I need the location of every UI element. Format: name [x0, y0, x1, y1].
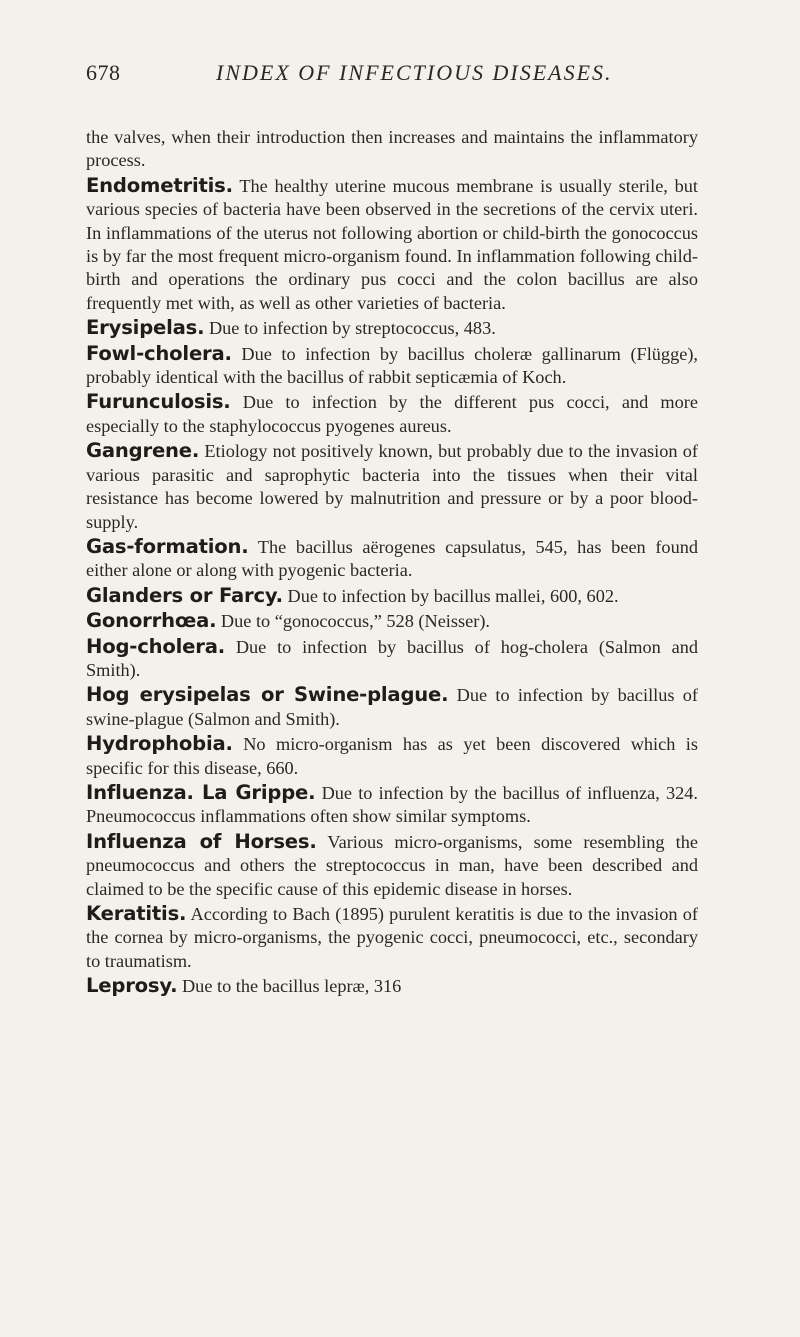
entry-gangrene [86, 439, 698, 534]
entry-fowl-cholera [86, 342, 698, 390]
entry-endometritis [86, 174, 698, 315]
entry-gonorrhoea [86, 609, 698, 633]
entry-term: Hydrophobia. [86, 732, 233, 756]
entry-text: Due to “gonococcus,” 528 (Neisser). [220, 611, 490, 632]
page-number: 678 [86, 60, 121, 85]
entry-influenza-of-horses [86, 830, 698, 901]
entry-influenza [86, 781, 698, 829]
entry-hog-erysipelas [86, 683, 698, 731]
entry-term: Erysipelas. [86, 316, 205, 340]
entry-term: Gonorrhœa. [86, 609, 217, 633]
entry-text: Due to infection by bacillus of hog-cholera (Salmon and Smith). [86, 636, 699, 680]
entry-term: Hog-cholera. [86, 634, 225, 658]
running-title: INDEX OF INFECTIOUS DISEASES. [216, 60, 613, 85]
entry-term: Keratitis. [86, 902, 187, 925]
entry-text: The healthy uterine mucous membrane is usually sterile, but various species of bacteria have been observed in the secretions of the cervix uteri. In inflammations of the uterus not following abortion or child-birth the gonococcus is by far the most frequent micro-organism found. In inflammation following child-birth and operations the ordinary pus cocci and the colon bacillus are also frequently met with, as well as other varieties of bacteria. [86, 175, 698, 313]
entry-text: The bacillus aërogenes capsulatus, 545, has been found either alone or along with pyogenic bacteria. [86, 536, 698, 581]
index-text [86, 126, 698, 999]
entry-term: Gas-formation. [86, 534, 249, 558]
entry-text: Etiology not positively known, but probably due to the invasion of various parasitic and saprophytic bacteria into the tissues when their vital resistance has become lowered by malnutrition and pressure or by a poor blood-supply. [86, 441, 698, 532]
entry-text: Due to infection by bacillus mallei, 600, 602. [287, 585, 619, 606]
entry-hog-cholera [86, 635, 698, 683]
entry-term: Fowl-cholera. [86, 341, 232, 365]
entry-text: Due to the bacillus lepræ, 316 [181, 976, 402, 997]
entry-text: Due to infection by bacillus choleræ gallinarum (Flügge), probably identical with the bacillus of rabbit septicæmia of Koch. [86, 343, 698, 388]
entry-term: Glanders or Farcy. [86, 583, 283, 607]
entry-text: According to Bach (1895) purulent keratitis is due to the invasion of the cornea by micro-organisms, the pyogenic cocci, pneumococci, etc., secondary to traumatism. [86, 904, 698, 971]
entry-text: Due to infection by bacillus of swine-plague (Salmon and Smith). [86, 685, 699, 729]
entry-text: Various micro-organisms, some resembling the pneumococcus and others the streptococcus in man, have been described and claimed to be the specific cause of this epidemic disease in horses. [86, 831, 698, 899]
entry-glanders [86, 584, 698, 608]
entry-term: Furunculosis. [86, 390, 231, 414]
entry-leprosy [86, 974, 698, 998]
entry-term: Influenza. La Grippe. [86, 780, 316, 804]
entry-term: Endometritis. [86, 173, 233, 197]
entry-term: Hog erysipelas or Swine-plague. [86, 683, 449, 707]
running-head [86, 58, 698, 98]
entry-text: Due to infection by streptococcus, 483. [208, 318, 496, 339]
entry-erysipelas [86, 316, 698, 340]
continuation-paragraph: the valves, when their introduction then increases and maintains the inflammatory process. [86, 127, 698, 171]
entry-gas-formation [86, 535, 698, 583]
entry-text: No micro-organism has as yet been discovered which is specific for this disease, 660. [86, 734, 699, 778]
entry-hydrophobia [86, 732, 698, 780]
entry-text: Due to infection by the bacillus of influenza, 324. Pneumococcus inflammations often show similar symptoms. [86, 782, 698, 827]
entry-furunculosis [86, 390, 698, 438]
entry-term: Influenza of Horses. [86, 829, 317, 853]
entry-term: Leprosy. [86, 974, 178, 998]
entry-text: Due to infection by the different pus cocci, and more especially to the staphylococcus pyogenes aureus. [86, 392, 698, 436]
entry-term: Gangrene. [86, 439, 200, 463]
entry-keratitis [86, 902, 698, 973]
